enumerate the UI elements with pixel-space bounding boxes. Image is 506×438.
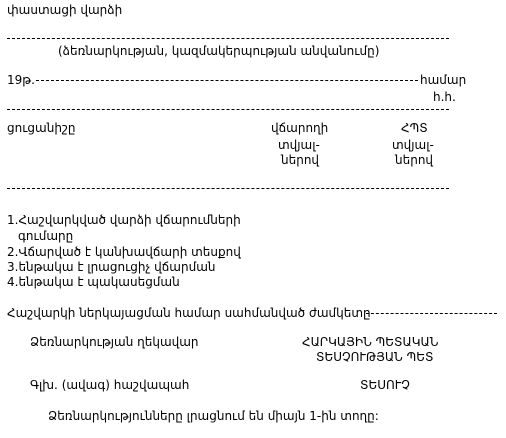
deadline-label: Հաշվարկի ներկայացման համար սահմանված ժամկետը [7, 306, 371, 320]
tax-service-head-line2: ՏԵՍՉՈՒԹՅԱՆ ՊԵՏ [316, 350, 434, 364]
list-item: 4.ենթակա է պակասեցման [7, 275, 180, 289]
number-abbrev: հ.հ. [433, 90, 456, 104]
list-item-continuation: գումարը [18, 229, 74, 243]
column-header-payer: վճարողի [271, 121, 329, 135]
column-header-tax-service: ՀՊՏ [401, 121, 428, 135]
column-sub-tax-2: ներով [395, 153, 434, 167]
page-title: փաստացի վարձի [7, 3, 123, 17]
footer-note: Ձեռնարկությունները լրացնում են միայն 1-ին տողը: [48, 409, 379, 423]
accountant-signature-label: Գլխ. (ավագ) հաշվապահ [30, 378, 190, 392]
year-prefix: 19թ. [7, 73, 35, 87]
column-sub-payer-2: ներով [281, 153, 320, 167]
list-item: 3.ենթակա է լրացուցիչ վճարման [7, 260, 216, 274]
number-label: համար [420, 73, 467, 87]
year-line [36, 80, 418, 81]
list-item: 2.Վճարված է կանխավճարի տեսքով [7, 245, 241, 259]
list-item: 1.Հաշվարկված վարձի վճարումների [7, 213, 241, 227]
divider-table-bottom [7, 188, 449, 189]
divider-top [7, 38, 449, 39]
divider-table-top [7, 109, 449, 110]
inspector-signature-label: ՏԵՍՈՒՉ [360, 378, 410, 392]
column-header-indicator: ցուցանիշը [7, 121, 76, 135]
column-sub-tax-1: տվյալ- [392, 138, 434, 152]
tax-service-head-line1: ՀԱՐԿԱՅԻՆ ՊԵՏԱԿԱՆ [302, 335, 439, 349]
column-sub-payer-1: տվյալ- [278, 138, 320, 152]
organization-name-hint: (ձեռնարկության, կազմակերպության անվանումը) [58, 44, 380, 58]
director-signature-label: Ձեռնարկության ղեկավար [30, 335, 199, 349]
deadline-line [366, 313, 497, 314]
